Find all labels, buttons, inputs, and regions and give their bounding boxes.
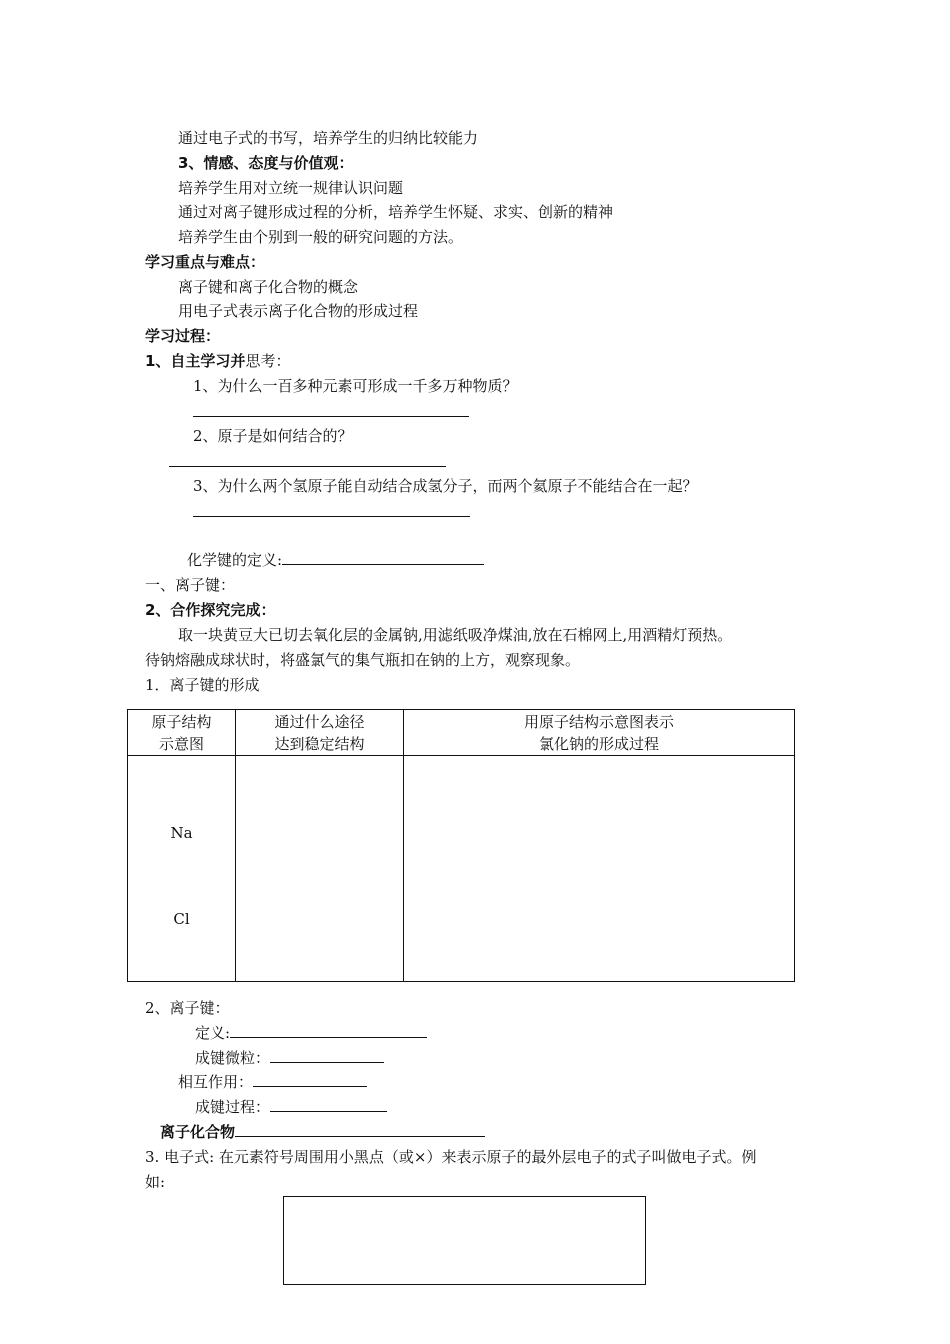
row-label-cl: Cl: [173, 910, 190, 928]
answer-line-1[interactable]: [193, 416, 469, 417]
definition-label: 化学键的定义:: [187, 551, 283, 569]
ionic-particles-blank[interactable]: [270, 1048, 384, 1063]
text-line: 通过电子式的书写，培养学生的归纳比较能力: [178, 129, 479, 147]
ionic-interaction-blank[interactable]: [253, 1072, 367, 1087]
process-heading: 学习过程：: [145, 327, 221, 345]
col-header-path: 通过什么途径 达到稳定结构: [236, 710, 404, 756]
self-study-heading: [145, 351, 290, 371]
formation-table: [127, 709, 795, 982]
ionic-process: 成键过程：: [195, 1097, 387, 1117]
coop-heading: 2、合作探究完成：: [145, 601, 276, 619]
self-study-bold: 1、自主学习并: [145, 352, 246, 370]
self-study-rest: 思考：: [245, 352, 291, 370]
question-2: 2、原子是如何结合的？: [193, 427, 353, 445]
text-line: 通过对离子键形成过程的分析，培养学生怀疑、求实、创新的精神: [178, 203, 614, 221]
path-cell[interactable]: [236, 756, 404, 982]
question-3: 3、为什么两个氢原子能自动结合成氢分子，而两个氦原子不能结合在一起？: [193, 477, 698, 495]
ionic-bond-title: 一、离子键：: [145, 576, 236, 594]
electron-formula-text: 如:: [145, 1173, 166, 1191]
col-header-process: 用原子结构示意图表示 氯化钠的形成过程: [404, 710, 795, 756]
process-cell[interactable]: [404, 756, 795, 982]
ionic-definition-blank[interactable]: [230, 1023, 427, 1038]
col-header-structure: 原子结构 示意图: [128, 710, 236, 756]
answer-line-3[interactable]: [193, 516, 470, 517]
text-line: 培养学生用对立统一规律认识问题: [178, 179, 404, 197]
ionic-interaction: 相互作用：: [178, 1072, 367, 1092]
formation-title: 1．离子键的形成: [145, 676, 260, 694]
question-1: 1、为什么一百多种元素可形成一千多万种物质？: [193, 377, 518, 395]
experiment-text: 取一块黄豆大已切去氧化层的金属钠,用滤纸吸净煤油,放在石棉网上,用酒精灯预热。: [178, 626, 733, 644]
key-points-heading: 学习重点与难点：: [145, 253, 266, 271]
row-label-na: Na: [170, 824, 193, 842]
definition-blank[interactable]: [282, 550, 484, 565]
example-box[interactable]: [283, 1196, 646, 1285]
section-heading: 3、情感、态度与价值观：: [178, 154, 354, 172]
structure-cell: [128, 756, 236, 982]
ionic-compound: 离子化合物: [160, 1122, 485, 1142]
electron-formula-text: 3. 电子式: 在元素符号周围用小黑点（或×）来表示原子的最外层电子的式子叫做电子式。例: [145, 1148, 757, 1166]
experiment-text: 待钠熔融成球状时，将盛氯气的集气瓶扣在钠的上方，观察现象。: [145, 651, 581, 669]
key-point-item: 用电子式表示离子化合物的形成过程: [178, 302, 419, 320]
key-point-item: 离子键和离子化合物的概念: [178, 278, 359, 296]
ionic-particles: 成键微粒：: [195, 1048, 384, 1068]
answer-line-2[interactable]: [169, 466, 446, 467]
chemical-bond-definition: [187, 550, 484, 570]
text-line: 培养学生由个别到一般的研究问题的方法。: [178, 228, 464, 246]
ionic-process-blank[interactable]: [270, 1097, 387, 1112]
ionic-compound-blank[interactable]: [235, 1122, 485, 1137]
ionic-definition: 定义:: [195, 1023, 427, 1043]
ionic-section-title: 2、离子键：: [145, 999, 230, 1017]
